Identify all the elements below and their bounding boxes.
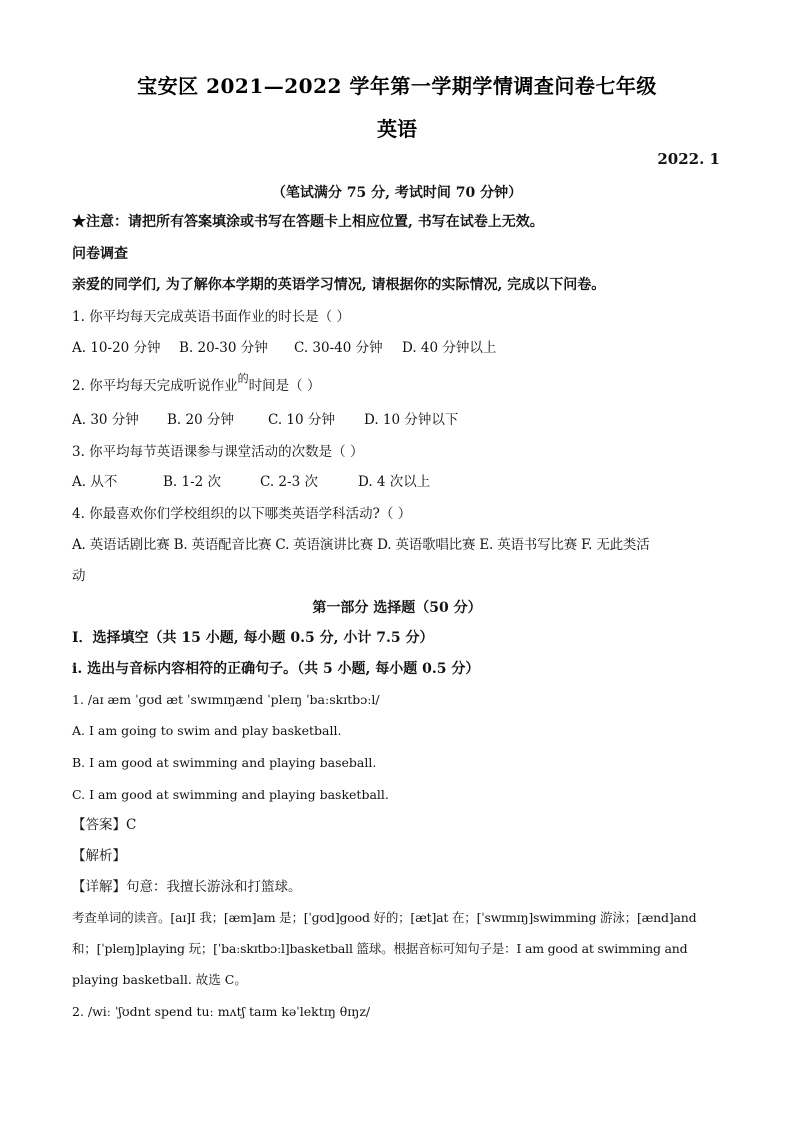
exam-date: 2022. 1 — [657, 150, 720, 168]
survey-q1-stem: 1. 你平均每天完成英语书面作业的时长是（ ） — [72, 309, 350, 325]
survey-q4-options-line2: 动 — [72, 568, 86, 584]
q1-explanation-1: 考查单词的读音。[aɪ]I 我；[æm]am 是；[ˈɡʊd]good 好的；[æt]at 在；[ˈswɪmɪŋ]swimming 游泳；[ænd]and — [72, 910, 697, 925]
subsection-heading: i. 选出与音标内容相符的正确句子。（共 5 小题, 每小题 0.5 分） — [72, 661, 480, 677]
exam-info: （笔试满分 75 分, 考试时间 70 分钟） — [271, 185, 523, 201]
survey-q2-option-c: C. 10 分钟 — [268, 412, 335, 428]
survey-q4-stem: 4. 你最喜欢你们学校组织的以下哪类英语学科活动?（ ） — [72, 506, 412, 522]
survey-q2-stem-after: 时间是（ ） — [248, 378, 321, 394]
survey-q2-stem — [72, 372, 722, 397]
q1-option-a: A. I am going to swim and play basketball. — [72, 723, 342, 738]
survey-q1-option-c: C. 30-40 分钟 — [294, 340, 383, 356]
survey-q3-option-b: B. 1-2 次 — [163, 474, 222, 490]
q1-analysis: 【解析】 — [72, 848, 126, 864]
q1-answer: 【答案】C — [72, 817, 137, 833]
survey-intro: 亲爱的同学们, 为了解你本学期的英语学习情况, 请根据你的实际情况, 完成以下问卷。 — [72, 277, 606, 293]
q1-phonetic: 1. /aɪ æm ˈɡʊd æt ˈswɪmɪŋænd ˈpleɪŋ ˈbaːskɪtbɔːl/ — [72, 692, 380, 707]
survey-q2-option-a: A. 30 分钟 — [72, 412, 139, 428]
q1-detail: 【详解】句意：我擅长游泳和打篮球。 — [72, 879, 302, 895]
survey-q1-option-d: D. 40 分钟以上 — [402, 340, 497, 356]
survey-q3-option-c: C. 2-3 次 — [260, 474, 318, 490]
survey-q3-option-a: A. 从不 — [72, 474, 118, 490]
survey-q1-options — [72, 338, 722, 358]
survey-q1-option-b: B. 20-30 分钟 — [179, 340, 268, 356]
survey-q2-options — [72, 410, 722, 430]
survey-heading: 问卷调查 — [72, 246, 128, 262]
survey-q3-option-d: D. 4 次以上 — [358, 474, 431, 490]
subject-title: 英语 — [377, 117, 417, 141]
q1-explanation-2: 和；[ˈpleɪŋ]playing 玩；[ˈbaːskɪtbɔːl]basketball 篮球。根据音标可知句子是：I am good at swimming and — [72, 941, 688, 956]
q2-phonetic: 2. /wiː ˈʃʊdnt spend tuː mʌtʃ taɪm kəˈlektɪŋ θɪŋz/ — [72, 1004, 371, 1019]
q1-option-b: B. I am good at swimming and playing baseball. — [72, 755, 377, 770]
section-heading: I．选择填空（共 15 小题, 每小题 0.5 分, 小计 7.5 分） — [72, 630, 434, 646]
part1-heading: 第一部分 选择题（50 分） — [312, 600, 482, 616]
survey-q3-stem: 3. 你平均每节英语课参与课堂活动的次数是（ ） — [72, 444, 364, 460]
q1-option-c: C. I am good at swimming and playing basketball. — [72, 787, 389, 802]
q1-explanation-3: playing basketball. 故选 C。 — [72, 972, 247, 987]
survey-q3-options — [72, 472, 722, 492]
survey-q2-stem-sup: 的 — [237, 372, 249, 385]
exam-title: 宝安区 2021—2022 学年第一学期学情调查问卷七年级 — [137, 74, 657, 98]
survey-q2-stem-before: 2. 你平均每天完成听说作业 — [72, 378, 238, 394]
survey-q1-option-a: A. 10-20 分钟 — [72, 340, 161, 356]
survey-q4-options-line1: A. 英语话剧比赛 B. 英语配音比赛 C. 英语演讲比赛 D. 英语歌唱比赛 E. 英语书写比赛 F. 无此类活 — [72, 537, 650, 553]
survey-q2-option-b: B. 20 分钟 — [167, 412, 234, 428]
survey-q2-option-d: D. 10 分钟以下 — [364, 412, 459, 428]
notice: ★注意：请把所有答案填涂或书写在答题卡上相应位置, 书写在试卷上无效。 — [72, 214, 544, 230]
